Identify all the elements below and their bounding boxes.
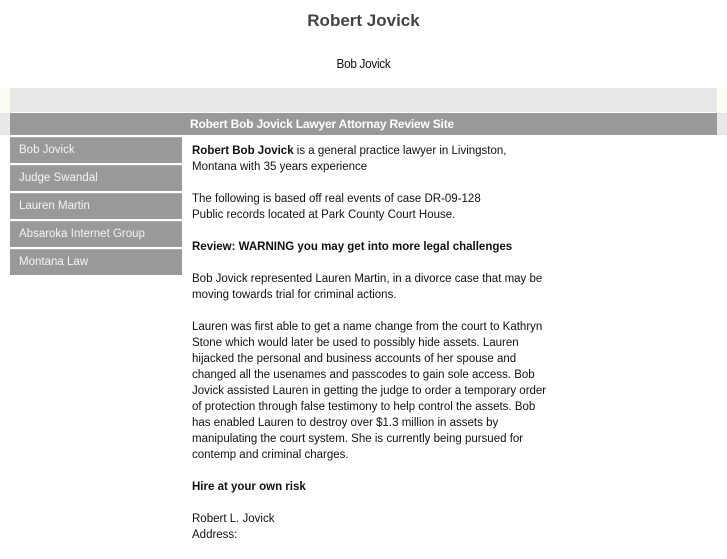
main-content bbox=[192, 143, 552, 559]
intro-text: is a general practice lawyer in Livingston, Montana with 35 years experience bbox=[192, 145, 507, 173]
nav-item-absaroka-internet-group[interactable]: Absaroka Internet Group bbox=[10, 221, 182, 247]
nav-item-lauren-martin[interactable]: Lauren Martin bbox=[10, 193, 182, 219]
contact-name: Robert L. Jovick bbox=[192, 513, 275, 525]
title-bar-text: Robert Bob Jovick Lawyer Attornay Review Site bbox=[190, 117, 454, 131]
case-line-1: The following is based off real events of case DR-09-128 bbox=[192, 193, 481, 205]
case-paragraph bbox=[192, 191, 552, 223]
review-heading bbox=[192, 239, 552, 255]
site-subtitle: Bob Jovick bbox=[336, 56, 391, 71]
contact-block bbox=[192, 511, 552, 543]
review-heading-text: Review: WARNING you may get into more legal challenges bbox=[192, 241, 513, 253]
details-paragraph: Lauren was first able to get a name change from the court to Kathryn Stone which would later be used to possibly hide assets. Lauren hijacked the personal and business accounts of her spouse and changed all the usenames and passcodes to gain sole access. Bob Jovick assisted Lauren in getting the judge to order a temporary order of protection through false testimony to help control the assets. Bob has enabled Lauren to destroy over $1.3 million in assets by manipulating the court system. She is currently being pursued for contemp and criminal charges. bbox=[192, 321, 547, 461]
sidebar-nav bbox=[10, 137, 182, 277]
representation-paragraph: Bob Jovick represented Lauren Martin, in a divorce case that may be moving towards trial for criminal actions. bbox=[192, 273, 543, 301]
hire-warning-text: Hire at your own risk bbox=[192, 481, 306, 493]
nav-item-bob-jovick[interactable]: Bob Jovick bbox=[10, 137, 182, 163]
nav-item-montana-law[interactable]: Montana Law bbox=[10, 249, 182, 275]
contact-address-label: Address: bbox=[192, 529, 238, 541]
nav-item-judge-swandal[interactable]: Judge Swandal bbox=[10, 165, 182, 191]
intro-paragraph bbox=[192, 143, 552, 175]
intro-name: Robert Bob Jovick bbox=[192, 145, 294, 157]
header-band bbox=[10, 88, 717, 112]
case-line-2: Public records located at Park County Court House. bbox=[192, 209, 456, 221]
site-title: Robert Jovick bbox=[307, 11, 420, 30]
title-bar bbox=[10, 113, 717, 135]
hire-warning bbox=[192, 479, 552, 495]
